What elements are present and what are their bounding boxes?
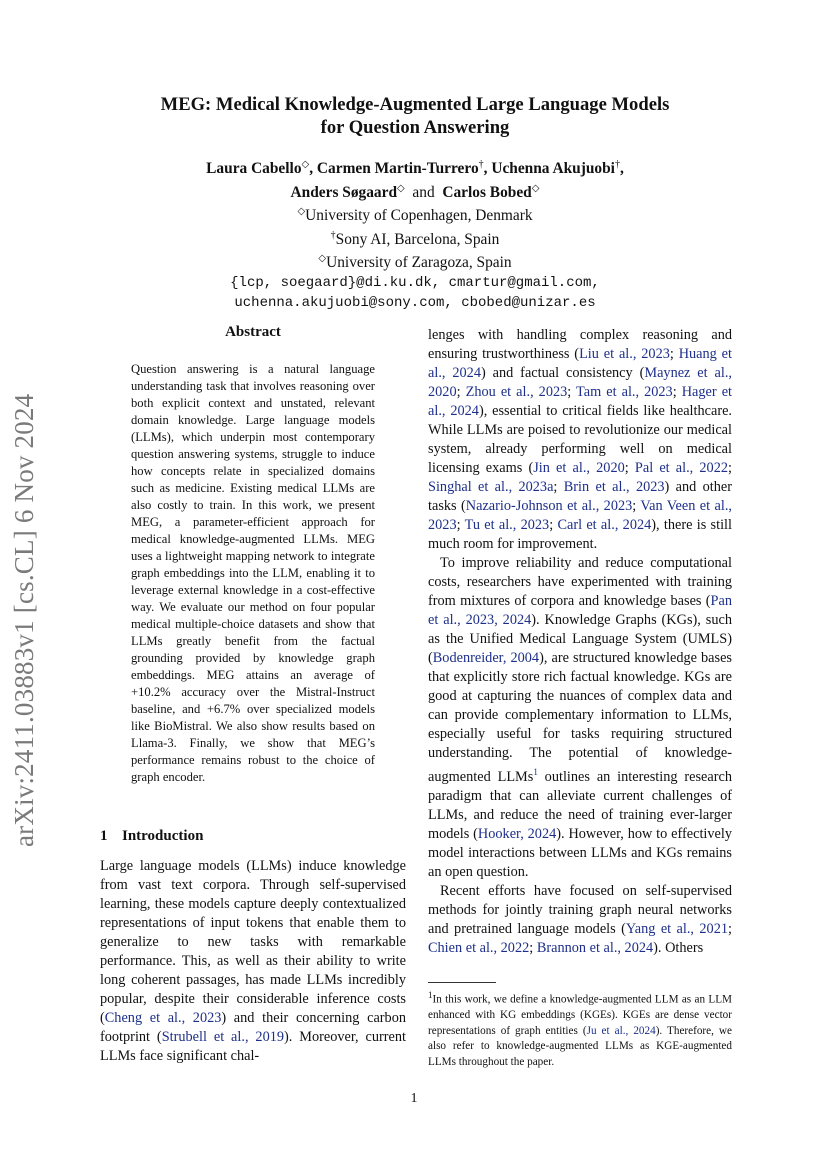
section-title: Introduction [122, 828, 204, 844]
citation-link[interactable]: Jin et al., 2020 [533, 460, 625, 476]
intro-left-column [100, 857, 406, 1066]
emails-line-1: {lcp, soegaard}@di.ku.dk, cmartur@gmail.com, [230, 274, 600, 291]
author-block [100, 155, 730, 313]
citation-link[interactable]: Nazario-Johnson et al., 2023 [465, 498, 633, 514]
intro-right-column [428, 326, 732, 958]
citation-link[interactable]: Zhou et al., 2023 [465, 384, 568, 400]
citation-link[interactable]: Huang et al., 2024 [428, 346, 732, 381]
author-5-mark: ◇ [531, 182, 540, 194]
footnote: $^1$In this work, we define a knowledge-augmented LLM as an LLM enhanced with KG embeddings (KGEs). KGEs are dense vector representations of graph entities (Ju et al., 2024). Therefore, we also refer to knowledge-augmented LLMs as KGE-augmented LLMs throughout the paper. [428, 990, 732, 1068]
citation-link[interactable]: Tu et al., 2023 [464, 517, 550, 533]
author-5: Carlos Bobed [442, 183, 532, 201]
citation-link[interactable]: Liu et al., 2023 [579, 346, 670, 362]
author-4: Anders Søgaard [290, 183, 398, 201]
citation-link[interactable]: Hager et al., 2024 [428, 384, 733, 419]
citation-link[interactable]: Brannon et al., 2024 [536, 939, 654, 956]
author-and: and [412, 183, 435, 201]
citation-link[interactable]: Cheng et al., 2023 [104, 1010, 222, 1026]
section-heading-introduction [100, 828, 203, 845]
author-1-mark: ◇ [301, 159, 310, 170]
title-line-2: for Question Answering [320, 117, 510, 138]
footnote-divider [428, 982, 496, 983]
affiliation-3: ◇University of Zaragoza, Spain [318, 253, 512, 272]
citation-link[interactable]: Hooker, 2024 [477, 825, 557, 842]
citation-link[interactable]: Bodenreider, 2004 [432, 650, 540, 666]
citation-link[interactable]: Brin et al., 2023 [563, 479, 665, 495]
title-line-1: MEG: Medical Knowledge-Augmented Large Language Models [160, 94, 670, 115]
citation-link[interactable]: Ju et al., 2024 [586, 1024, 656, 1037]
citation-link[interactable]: Maynez et al., 2020 [428, 365, 732, 400]
abstract-text: Question answering is a natural language understanding task that involves reasoning over both explicit context and unstated, relevant domain knowledge. Large language models (LLMs), which underpin most contemporary question answering systems, struggle to induce how concepts relate in specialized domains such as medicine. Existing medical LLMs are also costly to train. In this work, we present MEG, a parameter-efficient approach for medical knowledge-augmented LLMs. MEG uses a lightweight mapping network to integrate graph embeddings into the LLM, enabling it to leverage external knowledge in a cost-effective way. We evaluate our method on four popular medical multiple-choice datasets and show that LLMs greatly benefit from the factual grounding provided by knowledge graph embeddings. MEG attains an average of +10.2% accuracy over the Mistral-Instruct baseline, and +6.7% over specialized models like BioMistral. We also show results based on Llama-3. Finally, we show that MEG’s performance remains robust to the choice of graph encoder. [131, 362, 375, 784]
intro-paragraph-1: Large language models (LLMs) induce knowledge from vast text corpora. Through self-supervised learning, these models capture deeply contextualized representations of input tokens that enable them to generalize to new tasks with remarkable performance. This, as well as their ability to write long coherent passages, has made LLMs incredibly popular, despite their considerable inference costs (Cheng et al., 2023) and their concerning carbon footprint (Strubell et al., 2019). Moreover, current LLMs face significant chal- [100, 858, 406, 1064]
author-names-line-2 [100, 179, 730, 203]
right-paragraph-3: Recent efforts have focused on self-supervised methods for jointly training graph neural networks and pretrained language models (Yang et al., 2021; Chien et al., 2022; Brannon et al., 2024). Others [428, 882, 732, 956]
citation-link[interactable]: Chien et al., 2022 [428, 939, 530, 956]
citation-link[interactable]: Singhal et al., 2023a [428, 479, 554, 495]
author-2-mark: † [478, 159, 484, 170]
author-1: Laura Cabello [206, 160, 302, 178]
author-names-line-1: Laura Cabello◇, Carmen Martin-Turrero†, Uchenna Akujuobi†, [206, 159, 624, 178]
author-2: Carmen Martin-Turrero [316, 160, 479, 178]
paper-title [100, 93, 730, 139]
citation-link[interactable]: Pal et al., 2022 [634, 460, 729, 476]
citation-link[interactable]: Tam et al., 2023 [576, 384, 673, 400]
footnote-marker[interactable]: 1 [533, 767, 538, 777]
right-paragraph-2: To improve reliability and reduce computational costs, researchers have experimented with training from mixtures of corpora and knowledge bases (Pan et al., 2023, 2024). Knowledge Graphs (KGs), such as the Unified Medical Language System (UMLS) (Bodenreider, 2004), are structured knowledge bases that explicitly store rich factual knowledge. KGs are good at capturing the nuances of complex data and can provide complementary information to LLMs, especially useful for tasks requiring structured understanding. The potential of knowledge-augmented LLMs$^1$ outlines an interesting research paradigm that can alleviate current challenges of LLMs, and reduce the need of training ever-larger models (Hooker, 2024). However, how to effectively model interactions between LLMs and KGs remains an open question. [428, 555, 732, 880]
emails-line-2: uchenna.akujuobi@sony.com, cbobed@unizar.es [234, 294, 596, 311]
citation-link[interactable]: Pan et al., 2023, 2024 [428, 593, 732, 628]
author-3-mark: † [614, 159, 620, 170]
right-paragraph-1: lenges with handling complex reasoning and ensuring trustworthiness (Liu et al., 2023; Huang et al., 2024) and factual consistency (Maynez et al., 2020; Zhou et al., 2023; Tam et al., 2023; Hager et al., 2024), essential to critical fields like healthcare. While LLMs are poised to revolutionize our medical system, already performing well on medical licensing exams (Jin et al., 2020; Pal et al., 2022; Singhal et al., 2023a; Brin et al., 2023) and other tasks (Nazario-Johnson et al., 2023; Van Veen et al., 2023; Tu et al., 2023; Carl et al., 2024), there is still much room for improvement. [428, 327, 733, 552]
citation-link[interactable]: Yang et al., 2021 [625, 920, 729, 937]
citation-link[interactable]: Carl et al., 2024 [557, 517, 652, 533]
author-4-mark: ◇ [397, 182, 405, 194]
citation-link[interactable]: Van Veen et al., 2023 [428, 498, 733, 533]
affiliation-2: †Sony AI, Barcelona, Spain [330, 229, 500, 248]
arxiv-identifier-stamp: arXiv:2411.03883v1 [cs.CL] 6 Nov 2024 [9, 393, 39, 847]
section-number: 1 [100, 828, 108, 844]
footnote-number: 1 [428, 990, 433, 1000]
citation-link[interactable]: Strubell et al., 2019 [161, 1029, 285, 1045]
page-number: 1 [410, 1091, 418, 1106]
author-3: Uchenna Akujuobi [491, 160, 615, 178]
abstract-heading: Abstract [225, 324, 281, 340]
affiliation-1: ◇University of Copenhagen, Denmark [297, 206, 533, 225]
